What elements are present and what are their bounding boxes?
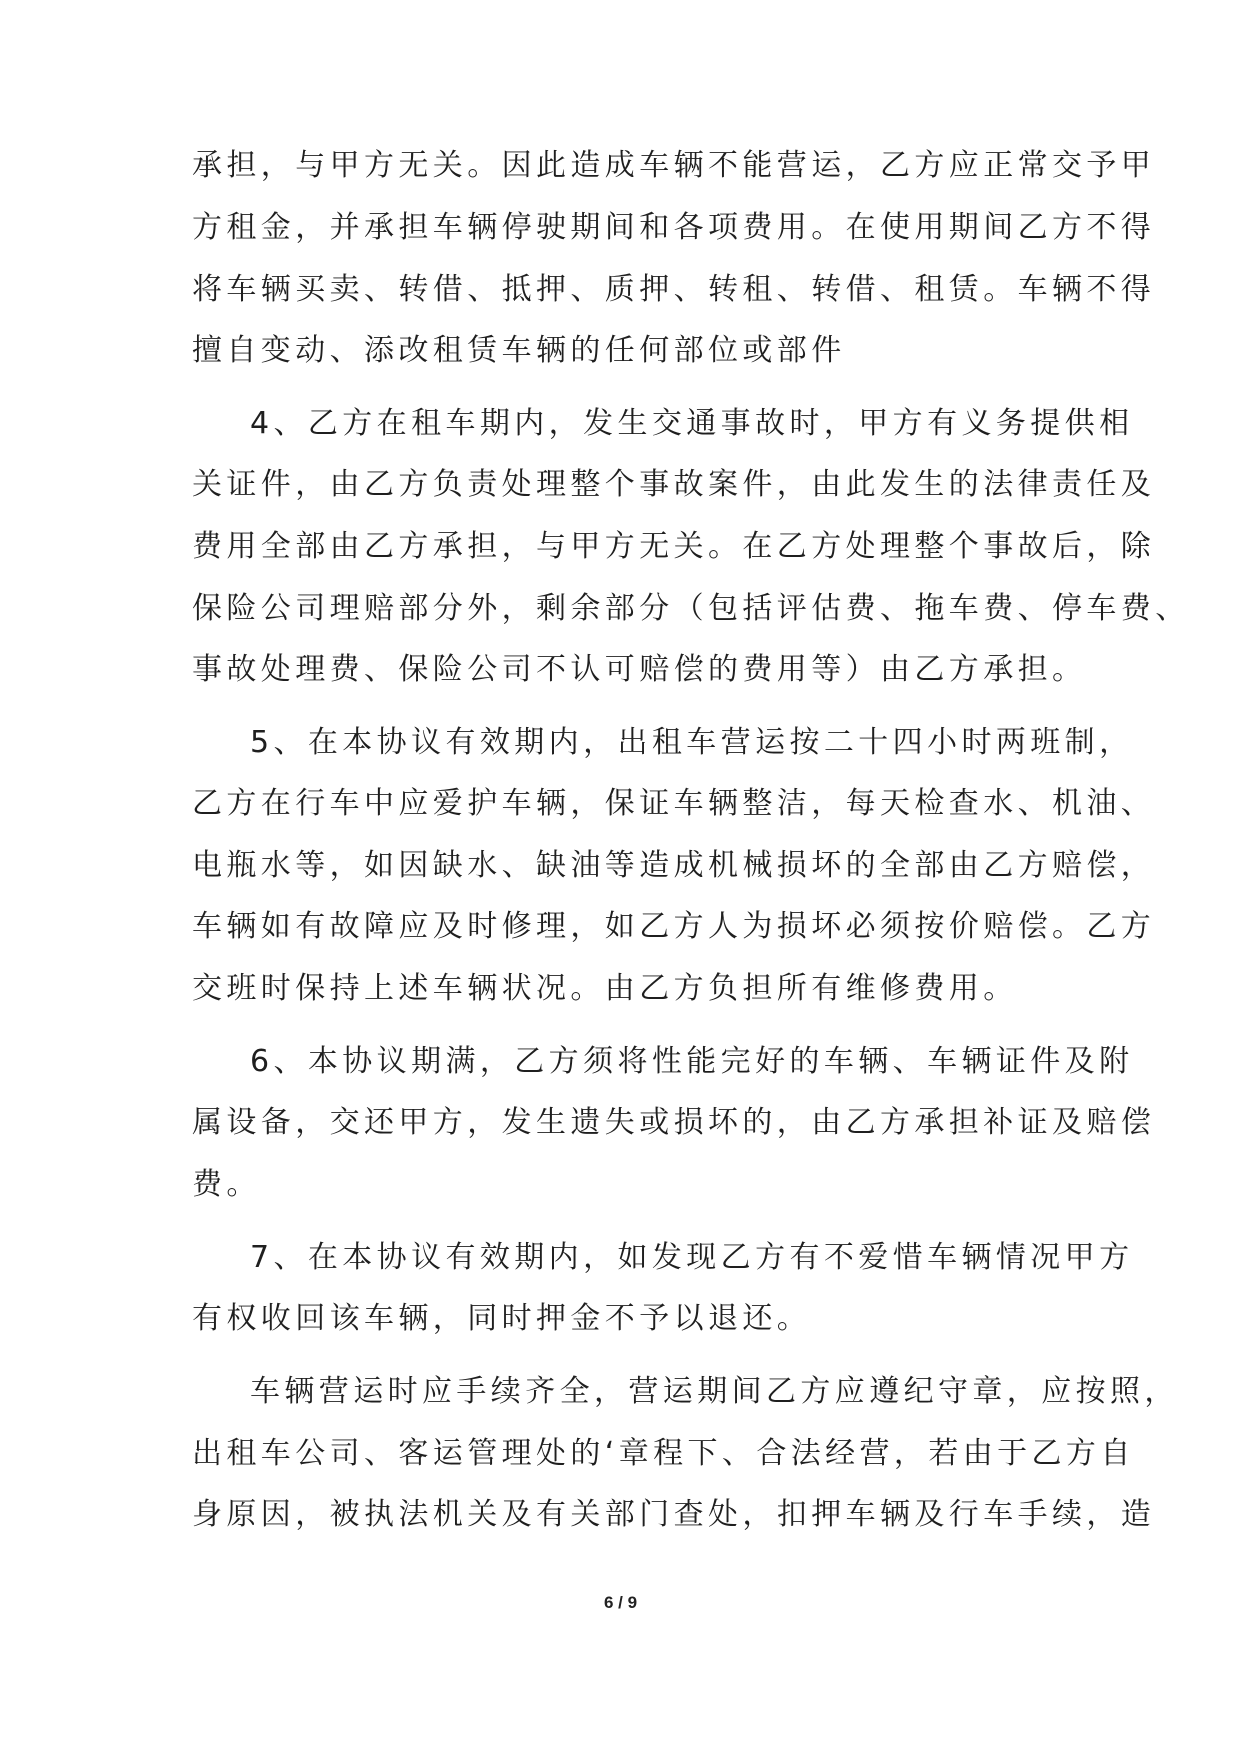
text-line: 将车辆买卖、转借、抵押、质押、转租、转借、租赁。车辆不得 [192,272,1156,307]
text-line: 电瓶水等，如因缺水、缺油等造成机械损坏的全部由乙方赔偿， [192,848,1156,883]
text-line: 费。 [192,1167,261,1202]
text-line: 承担，与甲方无关。因此造成车辆不能营运，乙方应正常交予甲 [192,148,1156,183]
text-line: 交班时保持上述车辆状况。由乙方负担所有维修费用。 [192,971,1018,1006]
paragraph-5-first-line: 5、在本协议有效期内，出租车营运按二十四小时两班制， [250,725,1134,760]
paragraph-4-first-line: 4、乙方在租车期内，发生交通事故时，甲方有义务提供相 [250,406,1134,441]
text-line: 擅自变动、添改租赁车辆的任何部位或部件 [192,333,846,368]
paragraph-7-first-line: 7、在本协议有效期内，如发现乙方有不爱惜车辆情况甲方 [250,1240,1134,1275]
text-line: 身原因，被执法机关及有关部门查处，扣押车辆及行车手续，造 [192,1497,1156,1532]
text-line: 车辆如有故障应及时修理，如乙方人为损坏必须按价赔偿。乙方 [192,909,1156,944]
paragraph-6-first-line: 6、本协议期满，乙方须将性能完好的车辆、车辆证件及附 [250,1044,1134,1079]
text-line: 属设备，交还甲方，发生遗失或损坏的，由乙方承担补证及赔偿 [192,1105,1156,1140]
text-line: 关证件，由乙方负责处理整个事故案件，由此发生的法律责任及 [192,467,1156,502]
page-number: 6 / 9 [603,1593,638,1612]
text-line: 事故处理费、保险公司不认可赔偿的费用等）由乙方承担。 [192,652,1087,687]
text-line: 方租金，并承担车辆停驶期间和各项费用。在使用期间乙方不得 [192,210,1156,245]
text-line: 保险公司理赔部分外，剩余部分（包括评估费、拖车费、停车费、 [192,591,1190,626]
paragraph-8-first-line: 车辆营运时应手续齐全，营运期间乙方应遵纪守章，应按照， [250,1374,1179,1409]
text-line: 乙方在行车中应爱护车辆，保证车辆整洁，每天检查水、机油、 [192,786,1156,821]
text-line: 费用全部由乙方承担，与甲方无关。在乙方处理整个事故后，除 [192,529,1156,564]
text-line: 出租车公司、客运管理处的‘章程下、合法经营，若由于乙方自 [192,1436,1135,1471]
text-line: 有权收回该车辆，同时押金不予以退还。 [192,1301,812,1336]
